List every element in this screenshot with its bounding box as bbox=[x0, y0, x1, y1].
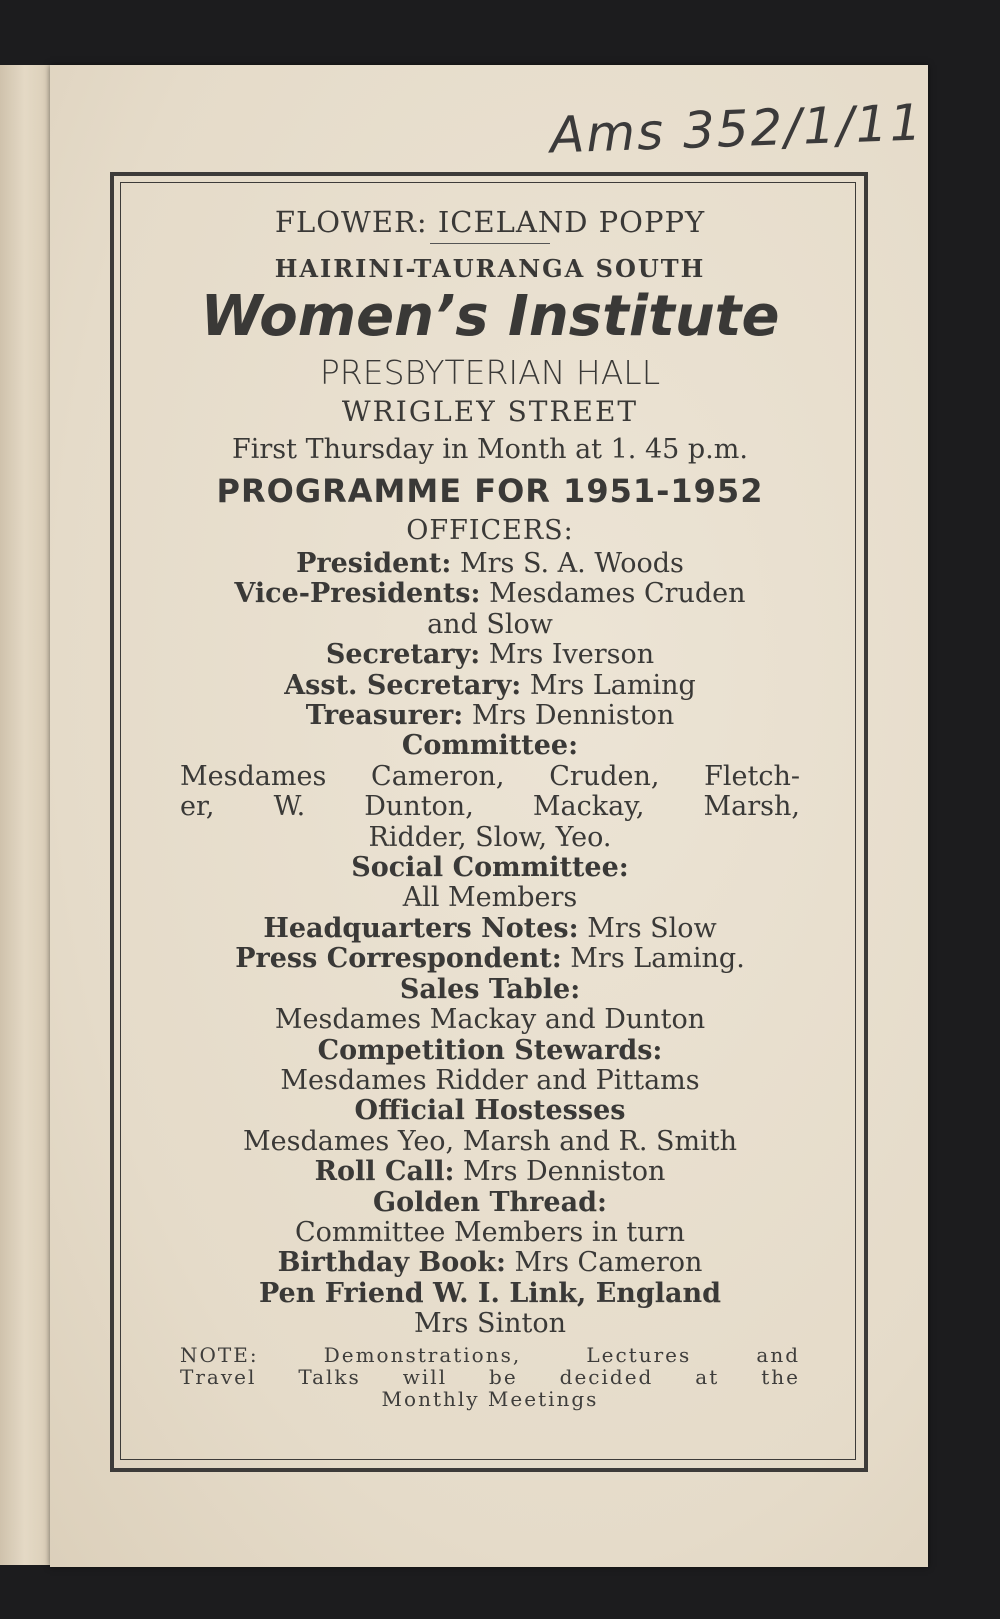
venue-name: PRESBYTERIAN HALL bbox=[319, 353, 661, 392]
venue-street: WRIGLEY STREET bbox=[341, 395, 639, 428]
programme-content bbox=[180, 205, 800, 1410]
handwritten-shelfmark: Ams 352/1/11 bbox=[549, 93, 925, 165]
secretary-value: Mrs Iverson bbox=[488, 639, 655, 671]
social-committee-value: All Members bbox=[402, 882, 578, 914]
flower-line: FLOWER: ICELAND POPPY bbox=[274, 205, 706, 239]
vice-president-label: Vice-Presidents: bbox=[234, 578, 481, 610]
treasurer-value: Mrs Denniston bbox=[471, 700, 675, 732]
roll-call-label: Roll Call: bbox=[314, 1156, 455, 1188]
treasurer-row bbox=[180, 701, 800, 731]
headquarters-label: Headquarters Notes: bbox=[263, 912, 579, 944]
golden-thread-label: Golden Thread: bbox=[373, 1186, 607, 1218]
branch-name: HAIRINI-TAURANGA SOUTH bbox=[274, 254, 706, 283]
press-label: Press Correspondent: bbox=[235, 943, 562, 975]
note-line-2: Travel Talks will be decided at the bbox=[180, 1364, 800, 1389]
divider-rule bbox=[430, 243, 550, 244]
hostesses-label: Official Hostesses bbox=[354, 1095, 626, 1127]
competition-value: Mesdames Ridder and Pittams bbox=[280, 1064, 700, 1096]
president-label: President: bbox=[296, 548, 452, 579]
golden-thread-value: Committee Members in turn bbox=[295, 1216, 685, 1248]
competition-label: Competition Stewards: bbox=[317, 1034, 663, 1066]
institute-title: Women’s Institute bbox=[200, 284, 780, 349]
sales-heading bbox=[180, 975, 800, 1005]
birthday-book-value: Mrs Cameron bbox=[514, 1247, 703, 1279]
birthday-book-label: Birthday Book: bbox=[277, 1247, 506, 1279]
vice-president-row-cont: and Slow bbox=[427, 608, 553, 640]
headquarters-value: Mrs Slow bbox=[587, 912, 717, 944]
press-value: Mrs Laming. bbox=[570, 943, 745, 975]
secretary-row bbox=[180, 640, 800, 670]
birthday-book-row bbox=[180, 1248, 800, 1278]
hostesses-value: Mesdames Yeo, Marsh and R. Smith bbox=[242, 1125, 738, 1157]
pen-friend-heading bbox=[180, 1279, 800, 1309]
asst-secretary-label: Asst. Secretary: bbox=[284, 669, 522, 701]
meeting-time: First Thursday in Month at 1. 45 p.m. bbox=[232, 434, 748, 465]
note-line-1: NOTE: Demonstrations, Lectures and bbox=[180, 1342, 800, 1367]
programme-heading: PROGRAMME FOR 1951-1952 bbox=[216, 472, 764, 510]
sales-label: Sales Table: bbox=[399, 973, 581, 1005]
roll-call-value: Mrs Denniston bbox=[463, 1156, 666, 1188]
pen-friend-value: Mrs Sinton bbox=[413, 1308, 566, 1340]
social-committee-heading bbox=[180, 853, 800, 883]
committee-label: Committee: bbox=[401, 730, 579, 762]
vice-president-value: Mesdames Cruden bbox=[489, 578, 746, 610]
pen-friend-label: Pen Friend W. I. Link, England bbox=[258, 1277, 722, 1309]
note-block bbox=[180, 1344, 800, 1410]
committee-line-1: Mesdames Cameron, Cruden, Fletch- bbox=[180, 760, 800, 792]
asst-secretary-row bbox=[180, 671, 800, 701]
secretary-label: Secretary: bbox=[325, 639, 481, 671]
asst-secretary-value: Mrs Laming bbox=[529, 669, 696, 701]
vice-president-row bbox=[180, 579, 800, 609]
committee-line-2: er, W. Dunton, Mackay, Marsh, bbox=[180, 791, 800, 823]
social-committee-label: Social Committee: bbox=[351, 852, 629, 884]
golden-thread-heading bbox=[180, 1188, 800, 1218]
note-line-3: Monthly Meetings bbox=[381, 1386, 599, 1411]
committee-line-3: Ridder, Slow, Yeo. bbox=[368, 821, 612, 853]
president-value: Mrs S. A. Woods bbox=[459, 548, 684, 579]
committee-heading bbox=[180, 731, 800, 761]
roll-call-row bbox=[180, 1157, 800, 1187]
headquarters-row bbox=[180, 914, 800, 944]
hostesses-heading bbox=[180, 1096, 800, 1126]
officers-heading: OFFICERS: bbox=[406, 515, 574, 546]
treasurer-label: Treasurer: bbox=[305, 700, 464, 732]
sales-value: Mesdames Mackay and Dunton bbox=[274, 1004, 706, 1036]
press-row bbox=[180, 944, 800, 974]
president-row bbox=[180, 549, 800, 579]
competition-heading bbox=[180, 1036, 800, 1066]
